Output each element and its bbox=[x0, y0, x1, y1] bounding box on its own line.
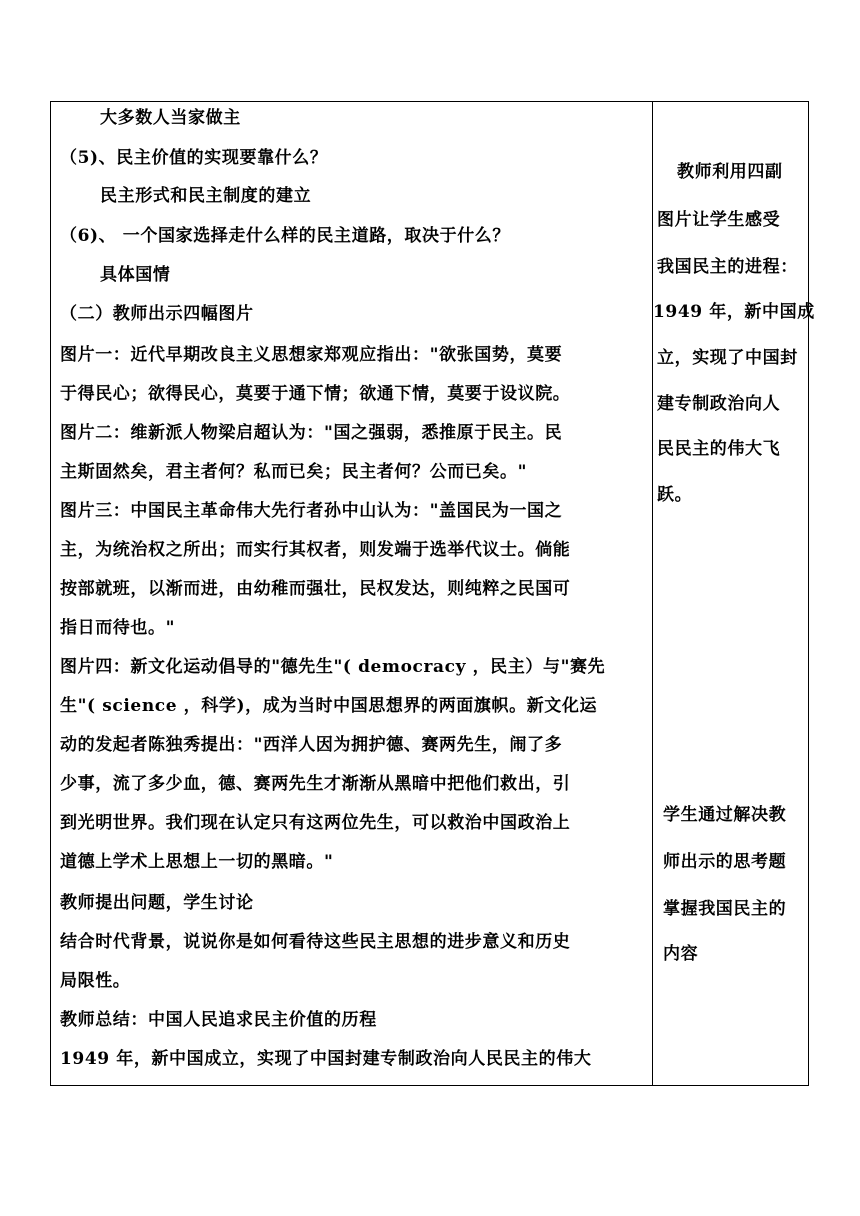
text-line: 1949 年，新中国成立，实现了中国封建专制政治向人民民主的伟大 bbox=[60, 1049, 592, 1069]
note-line: 内容 bbox=[663, 944, 699, 964]
note-line: 立，实现了中国封 bbox=[657, 348, 798, 368]
text-line: 大多数人当家做主 bbox=[100, 108, 241, 128]
teaching-notes-cell bbox=[653, 102, 815, 1085]
note-line: 我国民主的进程： bbox=[657, 257, 798, 277]
text-line: 动的发起者陈独秀提出："西洋人因为拥护德、赛两先生，闹了多 bbox=[60, 735, 563, 755]
text-line: 指日而待也。" bbox=[60, 618, 176, 638]
text-line: 于得民心；欲得民心，莫要于通下情；欲通下情，莫要于设议院。 bbox=[60, 384, 571, 404]
note-line: 教师利用四副 bbox=[677, 162, 783, 182]
text-line: 按部就班，以渐而进，由幼稚而强壮，民权发达，则纯粹之民国可 bbox=[60, 579, 571, 599]
section-heading: （二）教师出示四幅图片 bbox=[60, 304, 254, 324]
answer-line: 民主形式和民主制度的建立 bbox=[100, 186, 312, 206]
note-line: 跃。 bbox=[657, 485, 693, 505]
text-line: 主，为统治权之所出；而实行其权者，则发端于选举代议士。倘能 bbox=[60, 540, 571, 560]
question-line: （5)、民主价值的实现要靠什么？ bbox=[60, 148, 328, 168]
note-line: 掌握我国民主的 bbox=[663, 899, 787, 919]
text-line: 主斯固然矣，君主者何？私而已矣；民主者何？公而已矣。" bbox=[60, 462, 528, 482]
note-line: 师出示的思考题 bbox=[663, 852, 787, 872]
note-line: 民民主的伟大飞 bbox=[657, 439, 781, 459]
text-line: 图片三：中国民主革命伟大先行者孙中山认为："盖国民为一国之 bbox=[60, 501, 563, 521]
lesson-table bbox=[50, 101, 815, 1086]
text-line: 少事，流了多少血，德、赛两先生才渐渐从黑暗中把他们救出，引 bbox=[60, 774, 571, 794]
note-line: 图片让学生感受 bbox=[657, 210, 781, 230]
main-content-cell bbox=[51, 102, 652, 1085]
text-line: 局限性。 bbox=[60, 971, 131, 991]
note-line: 建专制政治向人 bbox=[657, 394, 781, 414]
question-line: （6)、 一个国家选择走什么样的民主道路，取决于什么？ bbox=[60, 226, 510, 246]
text-line: 到光明世界。我们现在认定只有这两位先生，可以救治中国政治上 bbox=[60, 813, 571, 833]
answer-line: 具体国情 bbox=[100, 265, 171, 285]
text-line: 道德上学术上思想上一切的黑暗。" bbox=[60, 852, 334, 872]
note-line: 学生通过解决教 bbox=[663, 805, 787, 825]
text-line: 图片一：近代早期改良主义思想家郑观应指出："欲张国势，莫要 bbox=[60, 345, 563, 365]
text-line: 图片二：维新派人物梁启超认为："国之强弱，悉推原于民主。民 bbox=[60, 423, 563, 443]
text-line: 教师总结：中国人民追求民主价值的历程 bbox=[60, 1010, 377, 1030]
text-line: 教师提出问题，学生讨论 bbox=[60, 893, 254, 913]
text-line: 生"( science ，科学)，成为当时中国思想界的两面旗帜。新文化运 bbox=[60, 696, 598, 716]
text-line: 图片四：新文化运动倡导的"德先生"( democracy ，民主）与"赛先 bbox=[60, 657, 606, 677]
note-line: 1949 年，新中国成 bbox=[653, 302, 815, 322]
text-line: 结合时代背景，说说你是如何看待这些民主思想的进步意义和历史 bbox=[60, 932, 571, 952]
